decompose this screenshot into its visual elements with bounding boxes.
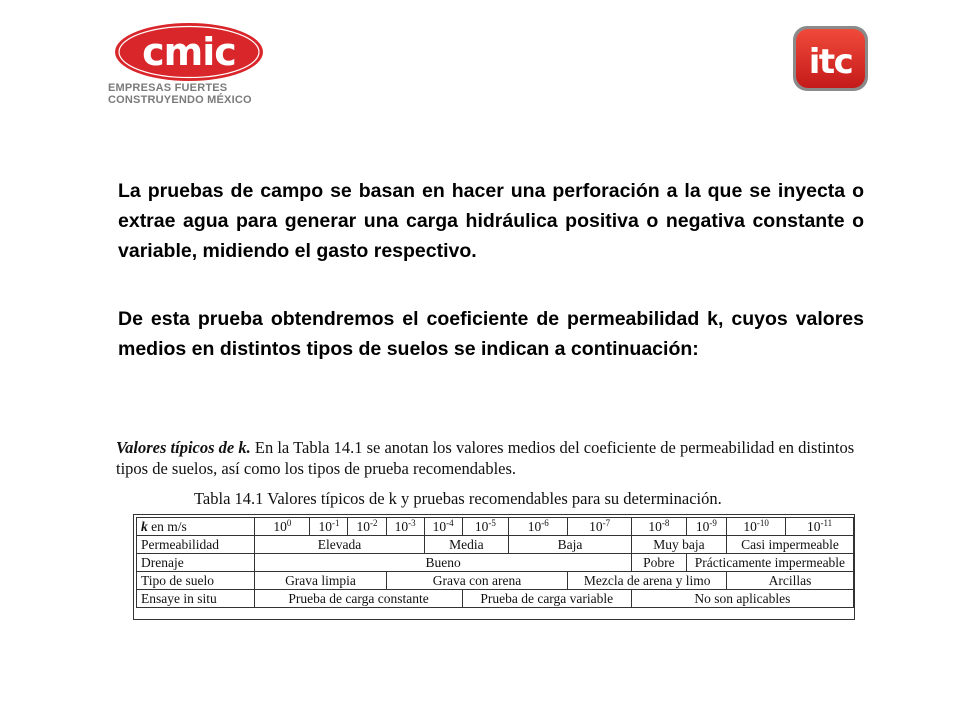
paragraph-permeability: De esta prueba obtendremos el coeficiente de permeabilidad k, cuyos valores medios en distintos tipos de suelos se indican a continuación: bbox=[118, 308, 864, 360]
row-label: Permeabilidad bbox=[137, 536, 255, 554]
itc-logo bbox=[792, 25, 869, 92]
row-label: Drenaje bbox=[137, 554, 255, 572]
table-cell: Muy baja bbox=[631, 536, 726, 554]
cmic-tagline-line2: CONSTRUYENDO MÉXICO bbox=[108, 94, 252, 106]
k-exp-cell: $10^{-5}$ bbox=[462, 518, 509, 536]
table-cell: Media bbox=[424, 536, 509, 554]
table-cell: Arcillas bbox=[727, 572, 854, 590]
table-cell: Prueba de carga constante bbox=[255, 590, 462, 608]
table-cell: Prueba de carga variable bbox=[462, 590, 631, 608]
table-cell: Bueno bbox=[255, 554, 631, 572]
k-exp-cell: $10^{-4}$ bbox=[424, 518, 462, 536]
table-cell: Elevada bbox=[255, 536, 424, 554]
k-exp-cell: $10^{-1}$ bbox=[310, 518, 348, 536]
row-label: Tipo de suelo bbox=[137, 572, 255, 590]
table-cell: Prácticamente impermeable bbox=[686, 554, 853, 572]
k-unit-cell bbox=[137, 518, 255, 536]
row-label: Ensaye in situ bbox=[137, 590, 255, 608]
table-cell: Casi impermeable bbox=[727, 536, 854, 554]
book-excerpt bbox=[116, 437, 876, 509]
permeability-table bbox=[136, 517, 854, 608]
paragraph-field-tests: La pruebas de campo se basan en hacer una perforación a la que se inyecta o extrae agua para generar una carga hidráulica positiva o negativa constante o variable, midiendo el gasto respectivo. bbox=[118, 180, 864, 262]
table-cell: No son aplicables bbox=[631, 590, 853, 608]
k-exp-cell: $10^{-6}$ bbox=[509, 518, 568, 536]
excerpt-lead: Valores típicos de k. bbox=[116, 438, 251, 457]
table-row-field-test bbox=[137, 590, 854, 608]
excerpt-intro bbox=[116, 437, 872, 479]
table-cell: Pobre bbox=[631, 554, 686, 572]
table-cell: Grava limpia bbox=[255, 572, 386, 590]
table-cell: Grava con arena bbox=[386, 572, 568, 590]
k-symbol: k bbox=[141, 518, 148, 534]
k-exp-cell: $10^{-3}$ bbox=[386, 518, 424, 536]
table-cell: Baja bbox=[509, 536, 632, 554]
table-row-drainage bbox=[137, 554, 854, 572]
cmic-tagline-line1: EMPRESAS FUERTES bbox=[108, 82, 228, 94]
table-caption: Tabla 14.1 Valores típicos de k y pruebas recomendables para su determinación. bbox=[194, 489, 722, 508]
k-exp-cell: $10^0$ bbox=[255, 518, 310, 536]
svg-text:cmic: cmic bbox=[142, 30, 236, 74]
cmic-logo-mark bbox=[114, 22, 264, 82]
k-exp-cell: $10^{-9}$ bbox=[686, 518, 726, 536]
k-unit: en m/s bbox=[147, 518, 187, 534]
k-exp-cell: $10^{-2}$ bbox=[348, 518, 386, 536]
table-row-soil-type bbox=[137, 572, 854, 590]
svg-text:itc: itc bbox=[808, 42, 853, 82]
table-row-permeability bbox=[137, 536, 854, 554]
k-exp-cell: $10^{-8}$ bbox=[631, 518, 686, 536]
k-exp-cell: $10^{-10}$ bbox=[727, 518, 786, 536]
table-row-k-values bbox=[137, 518, 854, 536]
k-exp-cell: $10^{-7}$ bbox=[568, 518, 631, 536]
table-cell: Mezcla de arena y limo bbox=[568, 572, 727, 590]
k-exp-cell: $10^{-11}$ bbox=[786, 518, 854, 536]
cmic-tagline bbox=[108, 82, 283, 106]
cmic-logo bbox=[108, 22, 283, 114]
excerpt-intro-text: En la Tabla 14.1 se anotan los valores medios del coeficiente de permeabilidad en distintos tipos de suelos, así como los tipos de prueba recomendables. bbox=[116, 438, 855, 478]
